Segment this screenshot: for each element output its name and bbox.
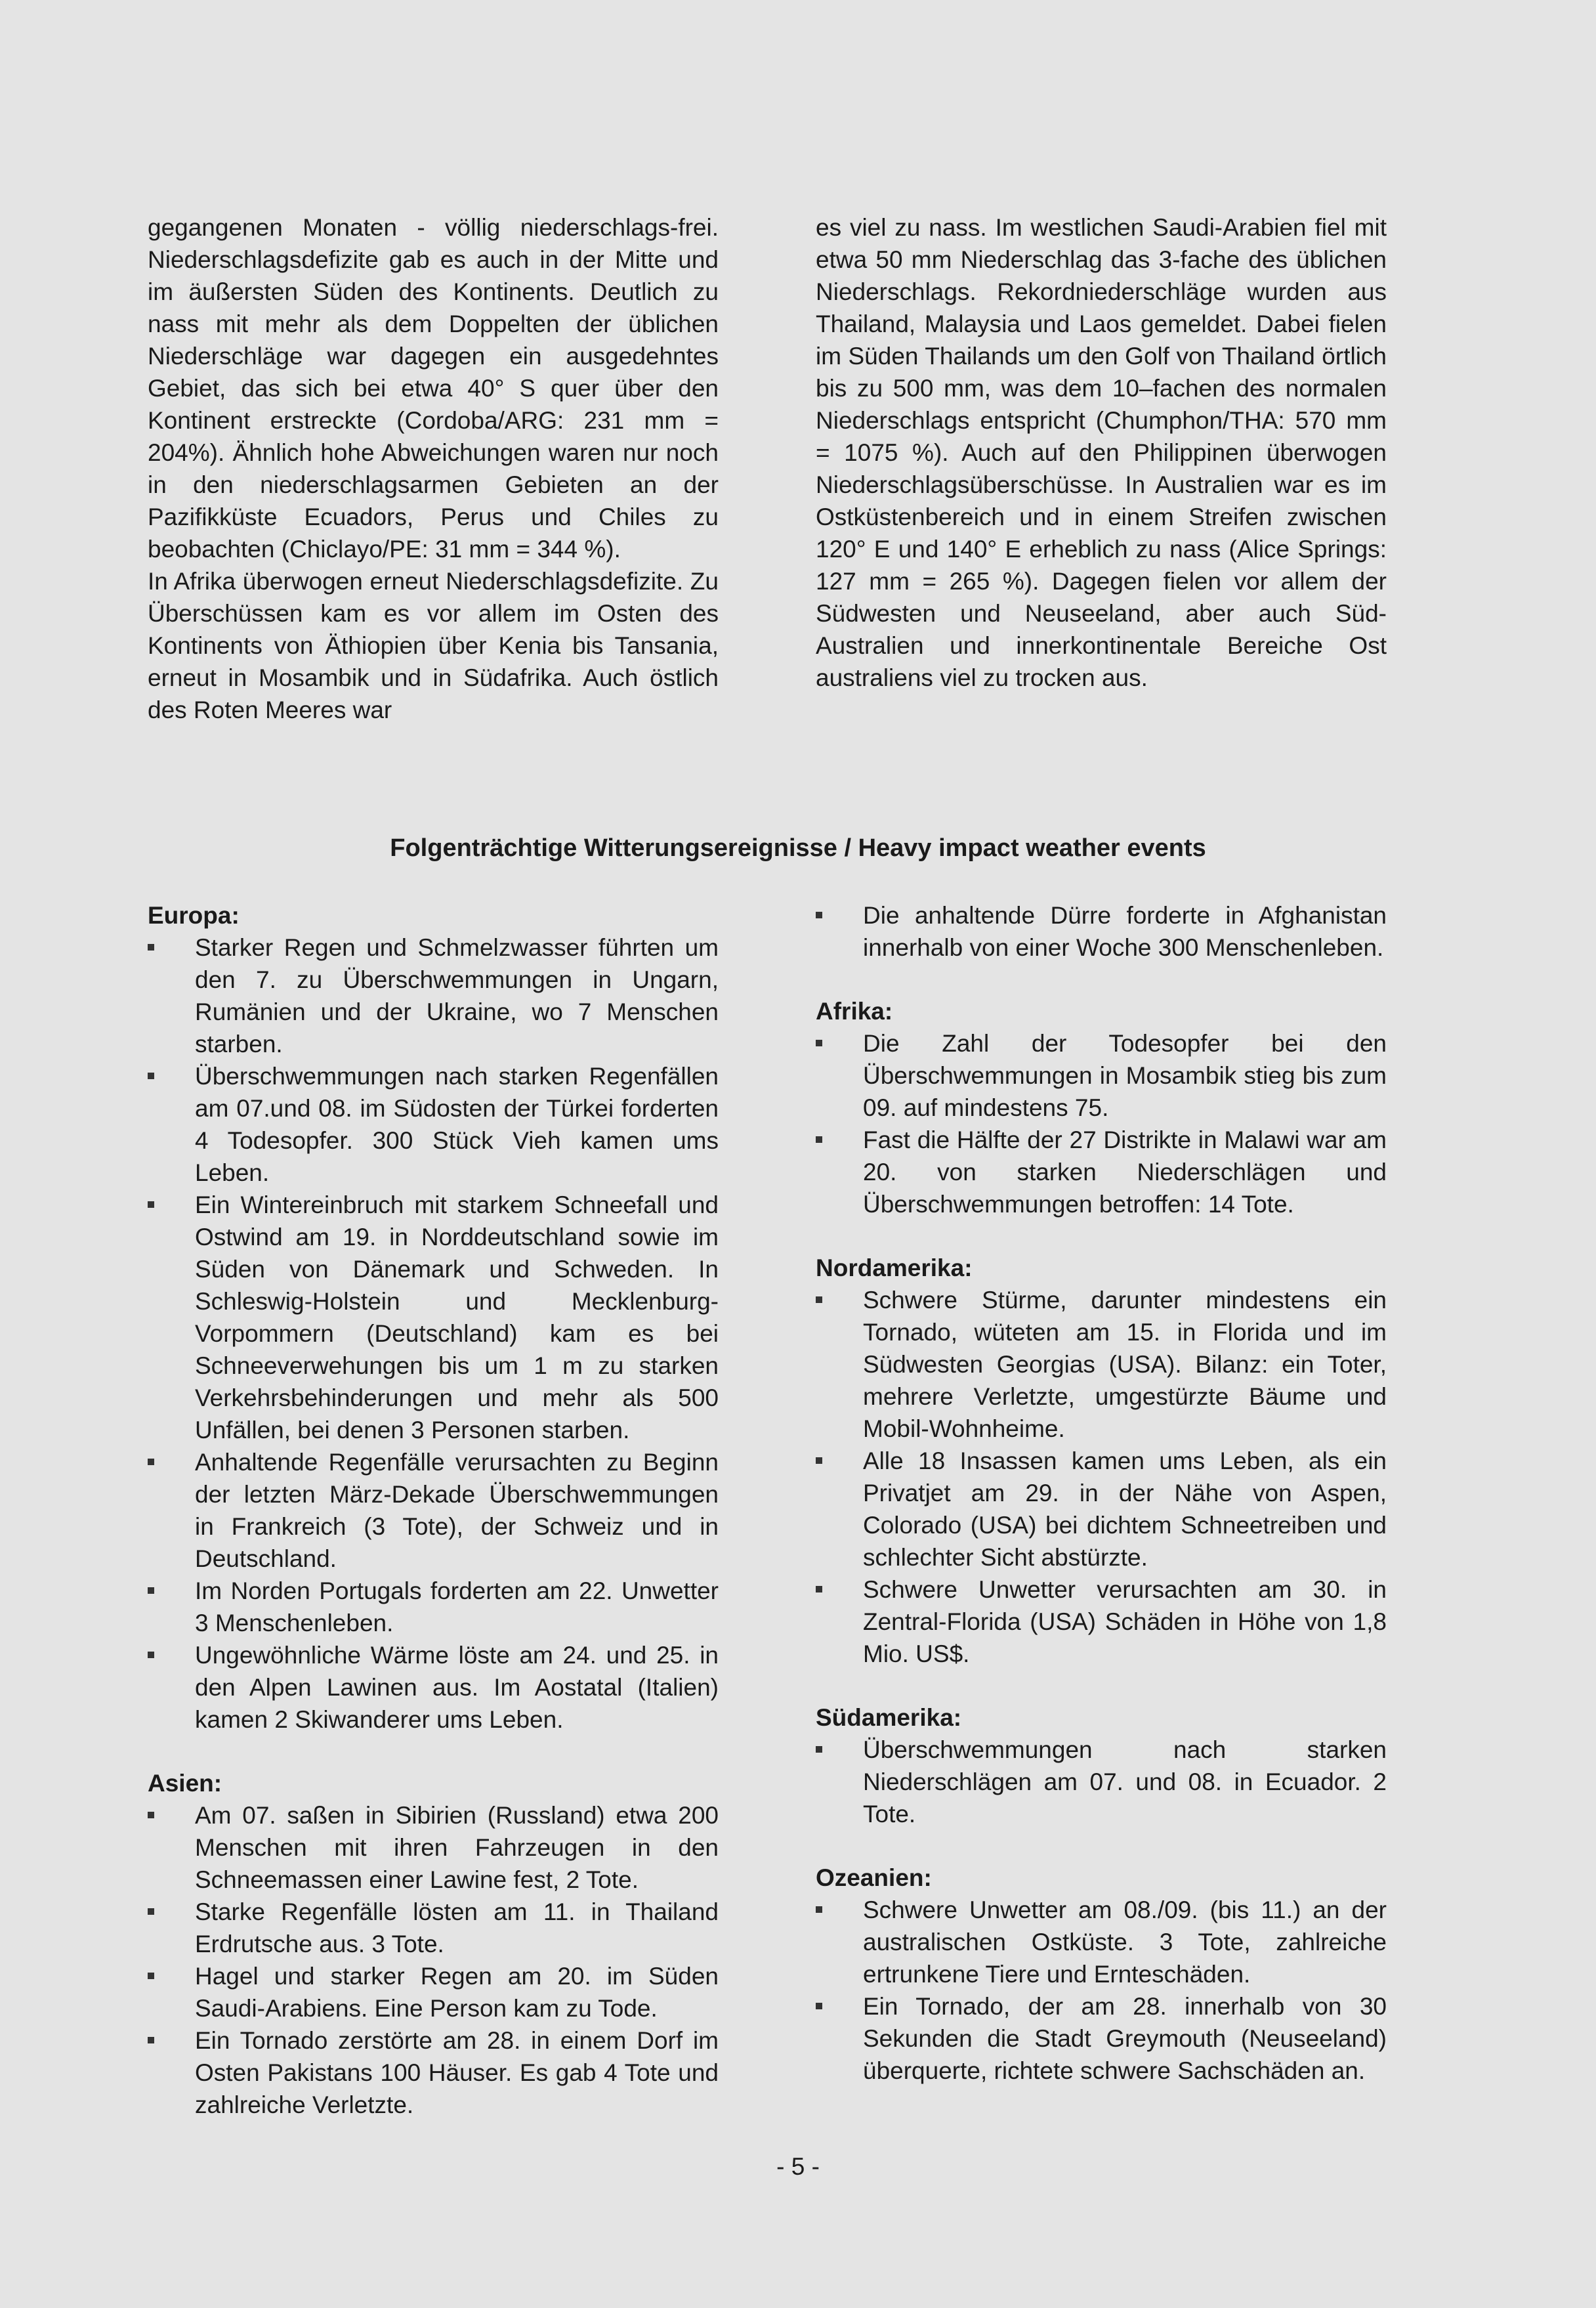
bullet-icon [148, 2037, 154, 2043]
nordamerika-list [816, 1284, 1387, 1670]
list-item: Ein Wintereinbruch mit starkem Schneefall und Ostwind am 19. in Norddeutschland sowie im Süden von Dänemark und Schweden. In Schleswig-Holstein und Mecklenburg-Vorpommern (Deutschland) kam es bei Schneeverwehungen bis um 1 m zu starken Verkehrsbehinderungen und mehr als 500 Unfällen, bei denen 3 Personen starben. [148, 1189, 719, 1446]
afrika-heading: Afrika: [816, 998, 893, 1025]
bullet-icon [816, 1746, 822, 1753]
intro-left-paragraph-2: In Afrika überwogen erneut Niederschlagsdefizite. Zu Überschüssen kam es vor allem im Osten des Kontinents von Äthiopien über Kenia bis Tansania, erneut in Mosambik und in Südafrika. Auch östlich des Roten Meeres war [148, 568, 719, 723]
list-item: Überschwemmungen nach starken Niederschlägen am 07. und 08. in Ecuador. 2 Tote. [816, 1734, 1387, 1830]
asien-heading: Asien: [148, 1770, 222, 1797]
bullet-icon [816, 1296, 822, 1303]
bullet-icon [148, 1812, 154, 1818]
bullet-icon [816, 1906, 822, 1913]
bullet-icon [148, 1201, 154, 1208]
section-title: Folgenträchtige Witterungsereignisse / Heavy impact weather events [390, 834, 1206, 862]
list-item: Alle 18 Insassen kamen ums Leben, als ein Privatjet am 29. in der Nähe von Aspen, Colorado (USA) bei dichtem Schneetreiben und schlechter Sicht abstürzte. [816, 1445, 1387, 1573]
events-left-column [148, 899, 719, 2121]
list-item: Überschwemmungen nach starken Regenfällen am 07.und 08. im Südosten der Türkei forderten 4 Todesopfer. 300 Stück Vieh kamen ums Leben. [148, 1060, 719, 1189]
bullet-icon [148, 1459, 154, 1465]
bullet-icon [148, 1973, 154, 1979]
list-item: Ein Tornado zerstörte am 28. in einem Dorf im Osten Pakistans 100 Häuser. Es gab 4 Tote und zahlreiche Verletzte. [148, 2024, 719, 2121]
list-item: Fast die Hälfte der 27 Distrikte in Malawi war am 20. von starken Niederschlägen und Überschwemmungen betroffen: 14 Tote. [816, 1124, 1387, 1220]
europa-heading: Europa: [148, 902, 240, 929]
bullet-icon [816, 1040, 822, 1046]
bullet-icon [816, 912, 822, 918]
suedamerika-list [816, 1734, 1387, 1830]
list-item: Die anhaltende Dürre forderte in Afghanistan innerhalb von einer Woche 300 Menschenleben. [816, 899, 1387, 964]
asien-list [148, 1799, 719, 2121]
suedamerika-heading: Südamerika: [816, 1704, 962, 1731]
ozeanien-heading: Ozeanien: [816, 1864, 932, 1891]
bullet-icon [816, 2003, 822, 2009]
page-number: - 5 - [776, 2153, 820, 2180]
intro-right-column [816, 211, 1387, 694]
list-item: Starke Regenfälle lösten am 11. in Thailand Erdrutsche aus. 3 Tote. [148, 1896, 719, 1960]
list-item: Schwere Unwetter verursachten am 30. in Zentral-Florida (USA) Schäden in Höhe von 1,8 Mio. US$. [816, 1573, 1387, 1670]
intro-left-paragraph-1: gegangenen Monaten - völlig niederschlags-frei. Niederschlagsdefizite gab es auch in der Mitte und im äußersten Süden des Kontinents. Deutlich zu nass mit mehr als dem Doppelten der üblichen Niederschläge war dagegen ein ausgedehntes Gebiet, das sich bei etwa 40° S quer über den Kontinent erstreckte (Cordoba/ARG: 231 mm = 204%). Ähnlich hohe Abweichungen waren nur noch in den niederschlagsarmen Gebieten an der Pazifikküste Ecuadors, Perus und Chiles zu beobachten (Chiclayo/PE: 31 mm = 344 %). [148, 214, 719, 563]
bullet-icon [816, 1136, 822, 1143]
events-right-column [816, 899, 1387, 2087]
asien-list-continued [816, 899, 1387, 964]
bullet-icon [148, 1652, 154, 1658]
bullet-icon [816, 1586, 822, 1592]
list-item: Im Norden Portugals forderten am 22. Unwetter 3 Menschenleben. [148, 1575, 719, 1639]
bullet-icon [148, 944, 154, 951]
intro-right-paragraph-1: es viel zu nass. Im westlichen Saudi-Arabien fiel mit etwa 50 mm Niederschlag das 3-fache des üblichen Niederschlags. Rekordniederschläge wurden aus Thailand, Malaysia und Laos gemeldet. Dabei fielen im Süden Thailands um den Golf von Thailand örtlich bis zu 500 mm, was dem 10–fachen des normalen Niederschlags entspricht (Chumphon/THA: 570 mm = 1075 %). Auch auf den Philippinen überwogen Niederschlagsüberschüsse. In Australien war es im Ostküstenbereich und in einem Streifen zwischen 120° E und 140° E erheblich zu nass (Alice Springs: 127 mm = 265 %). Dagegen fielen vor allem der Südwesten und Neuseeland, aber auch Süd-Australien und innerkontinentale Bereiche Ost australiens viel zu trocken aus. [816, 214, 1387, 691]
list-item: Ungewöhnliche Wärme löste am 24. und 25. in den Alpen Lawinen aus. Im Aostatal (Italien) kamen 2 Skiwanderer ums Leben. [148, 1639, 719, 1736]
list-item: Schwere Stürme, darunter mindestens ein Tornado, wüteten am 15. in Florida und im Südwesten Georgias (USA). Bilanz: ein Toter, mehrere Verletzte, umgestürzte Bäume und Mobil-Wohnheime. [816, 1284, 1387, 1445]
bullet-icon [148, 1073, 154, 1079]
list-item: Die Zahl der Todesopfer bei den Überschwemmungen in Mosambik stieg bis zum 09. auf mindestens 75. [816, 1027, 1387, 1124]
list-item: Schwere Unwetter am 08./09. (bis 11.) an der australischen Ostküste. 3 Tote, zahlreiche ertrunkene Tiere und Ernteschäden. [816, 1894, 1387, 1990]
intro-left-column [148, 211, 719, 726]
list-item: Starker Regen und Schmelzwasser führten um den 7. zu Überschwemmungen in Ungarn, Rumänien und der Ukraine, wo 7 Menschen starben. [148, 931, 719, 1060]
list-item: Hagel und starker Regen am 20. im Süden Saudi-Arabiens. Eine Person kam zu Tode. [148, 1960, 719, 2024]
bullet-icon [816, 1457, 822, 1464]
europa-list [148, 931, 719, 1736]
bullet-icon [148, 1908, 154, 1915]
nordamerika-heading: Nordamerika: [816, 1254, 973, 1281]
bullet-icon [148, 1587, 154, 1594]
list-item: Ein Tornado, der am 28. innerhalb von 30 Sekunden die Stadt Greymouth (Neuseeland) überquerte, richtete schwere Sachschäden an. [816, 1990, 1387, 2087]
ozeanien-list [816, 1894, 1387, 2087]
list-item: Anhaltende Regenfälle verursachten zu Beginn der letzten März-Dekade Überschwemmungen in Frankreich (3 Tote), der Schweiz und in Deutschland. [148, 1446, 719, 1575]
list-item: Am 07. saßen in Sibirien (Russland) etwa 200 Menschen mit ihren Fahrzeugen in den Schneemassen einer Lawine fest, 2 Tote. [148, 1799, 719, 1896]
afrika-list [816, 1027, 1387, 1220]
